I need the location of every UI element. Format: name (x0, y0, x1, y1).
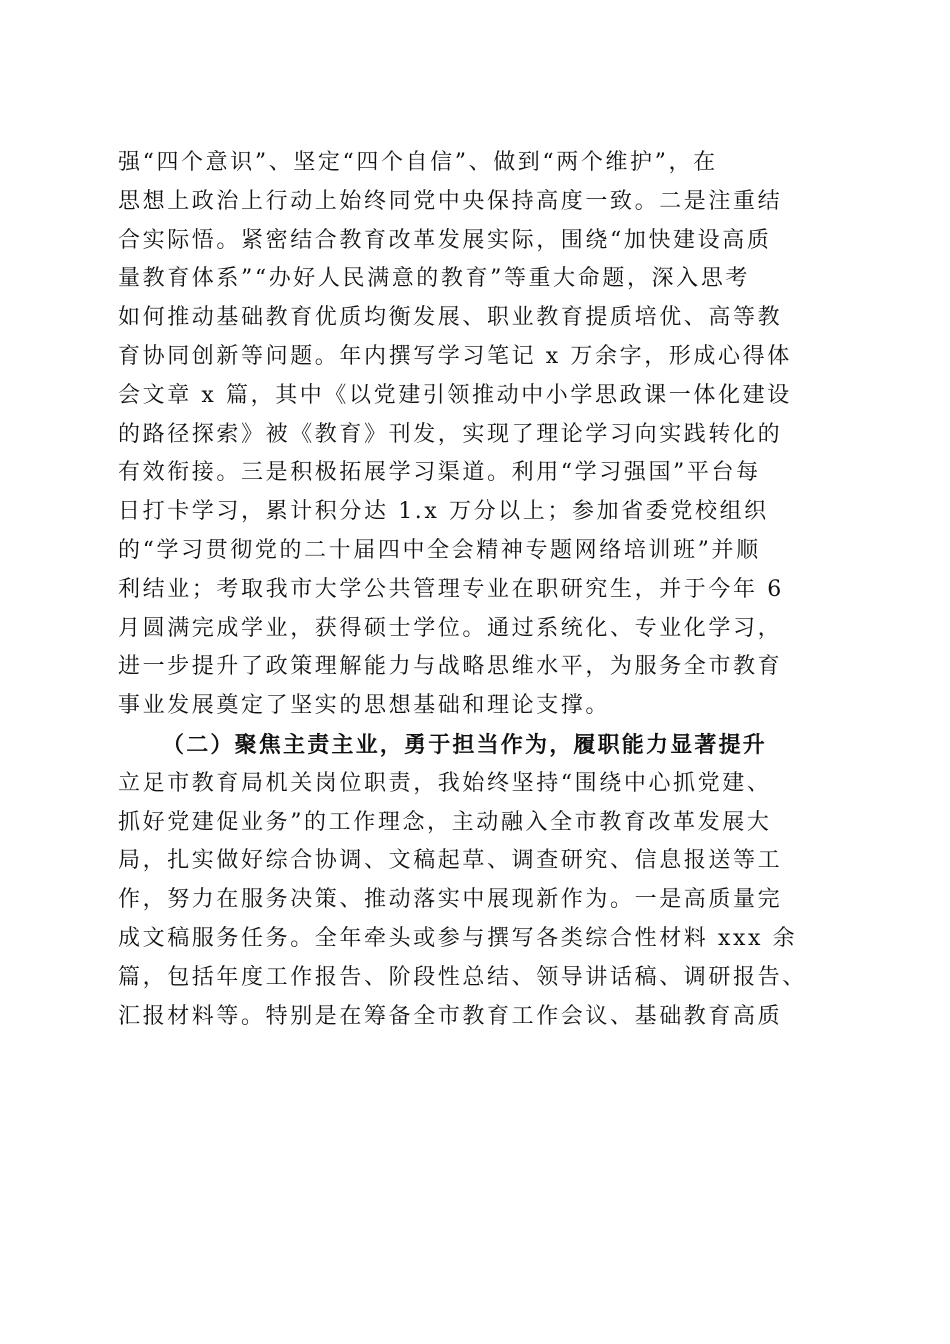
document-body (118, 144, 838, 1036)
text-line-13: 月圆满完成学业，获得硕士学位。通过系统化、专业化学习， (118, 615, 783, 641)
section-line-7: 汇报材料等。特别是在筹备全市教育工作会议、基础教育高质 (118, 1003, 783, 1029)
text-line-11: 的“学习贯彻党的二十届四中全会精神专题网络培训班”并顺 (118, 537, 761, 563)
text-line-9: 有效衔接。三是积极拓展学习渠道。利用“学习强国”平台每 (118, 460, 761, 486)
text-line-10: 日打卡学习，累计积分达 1.x 万分以上；参加省委党校组织 (118, 499, 769, 525)
text-line-7: 会文章 x 篇，其中《以党建引领推动中小学思政课一体化建设 (118, 382, 792, 408)
text-line-6: 育协同创新等问题。年内撰写学习笔记 x 万余字，形成心得体 (118, 343, 792, 369)
section-line-1: 立足市教育局机关岗位职责，我始终坚持“围绕中心抓党建、 (118, 770, 772, 796)
section-line-4: 作，努力在服务决策、推动落实中展现新作为。一是高质量完 (118, 887, 783, 913)
text-line-3: 合实际悟。紧密结合教育改革发展实际，围绕“加快建设高质 (118, 227, 772, 253)
section-line-2: 抓好党建促业务”的工作理念，主动融入全市教育改革发展大 (118, 809, 772, 835)
section-line-6: 篇，包括年度工作报告、阶段性总结、领导讲话稿、调研报告、 (118, 964, 807, 990)
section-line-3: 局，扎实做好综合协调、文稿起草、调查研究、信息报送等工 (118, 848, 783, 874)
text-line-15: 事业发展奠定了坚实的思想基础和理论支撑。 (118, 693, 611, 719)
text-line-5: 如何推动基础教育优质均衡发展、职业教育提质培优、高等教 (118, 305, 783, 331)
text-line-8: 的路径探索》被《教育》刊发，实现了理论学习向实践转化的 (118, 421, 783, 447)
text-line-12: 利结业；考取我市大学公共管理专业在职研究生，并于今年 6 (118, 576, 784, 602)
section-heading: （二）聚焦主责主业，勇于担当作为，履职能力显著提升 (162, 731, 768, 758)
section-line-5: 成文稿服务任务。全年牵头或参与撰写各类综合性材料 xxx 余 (118, 925, 798, 951)
text-line-1: 强“四个意识”、坚定“四个自信”、做到“两个维护”，在 (118, 150, 718, 175)
text-line-4: 量教育体系”“办好人民满意的教育”等重大命题，深入思考 (118, 266, 750, 292)
text-line-2: 思想上政治上行动上始终同党中央保持高度一致。二是注重结 (118, 188, 783, 214)
text-line-14: 进一步提升了政策理解能力与战略思维水平，为服务全市教育 (118, 654, 783, 680)
